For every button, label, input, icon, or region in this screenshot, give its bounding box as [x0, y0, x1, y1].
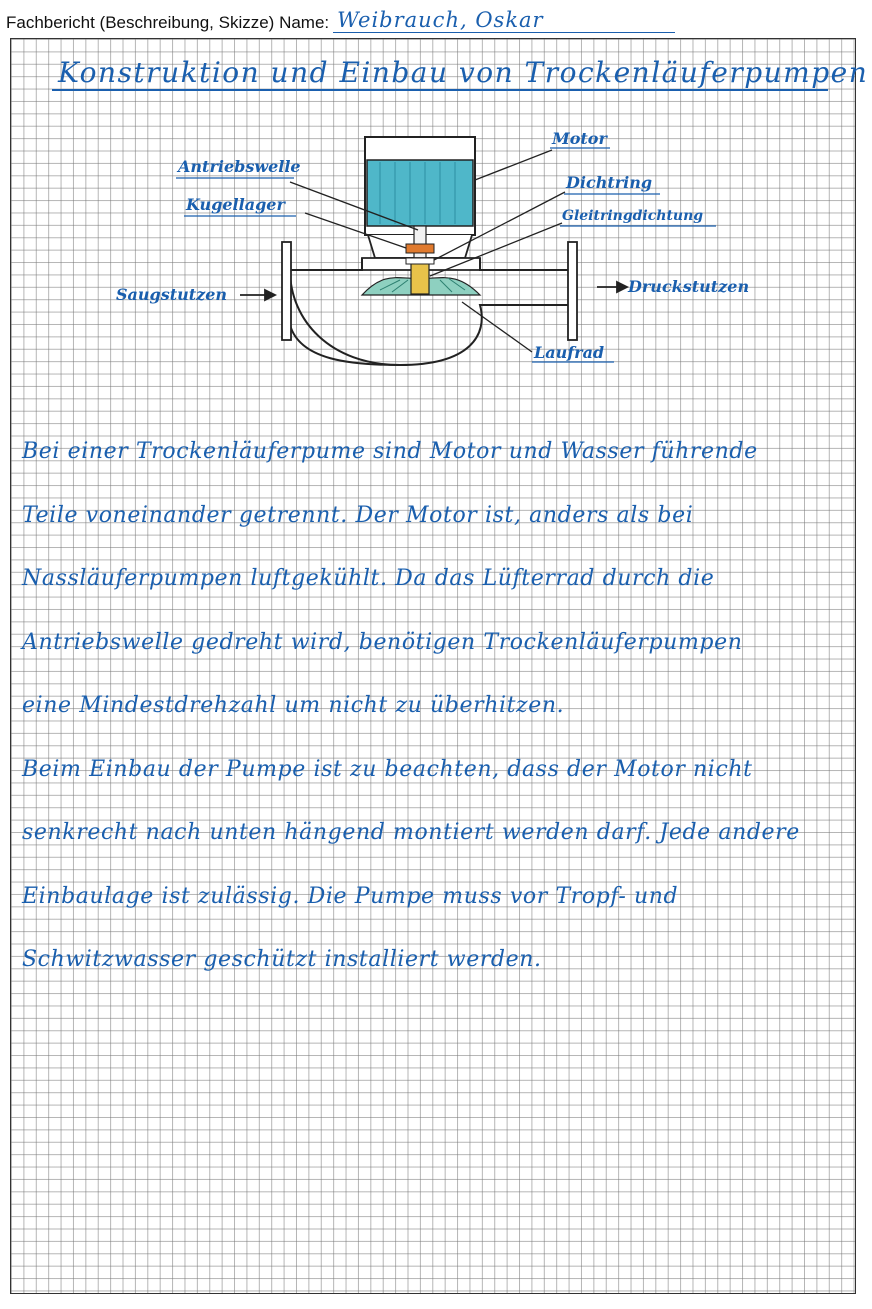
- text-line: senkrecht nach unten hängend montiert werden darf. Jede andere: [22, 820, 800, 845]
- ball-bearing: [406, 244, 434, 253]
- label-dichtring: Dichtring: [566, 173, 653, 192]
- suction-flange: [282, 242, 291, 340]
- text-line: Teile voneinander getrennt. Der Motor ist, anders als bei: [22, 502, 694, 528]
- student-name: Weibrauch, Oskar: [333, 8, 675, 33]
- pump-casing: [290, 258, 572, 365]
- text-line: eine Mindestdrehzahl um nicht zu überhitzen.: [22, 693, 565, 718]
- title-underline: [52, 89, 828, 91]
- text-line: Antriebswelle gedreht wird, benötigen Trockenläuferpumpen: [22, 629, 743, 655]
- header: [6, 7, 675, 33]
- label-gleitringdichtung: Gleitringdichtung: [562, 208, 704, 224]
- text-line: Einbaulage ist zulässig. Die Pumpe muss vor Tropf- und: [22, 883, 679, 909]
- text-line: Bei einer Trockenläuferpume sind Motor und Wasser führende: [22, 439, 758, 464]
- pressure-flange: [568, 242, 577, 340]
- label-motor: Motor: [552, 129, 607, 148]
- text-line: Nassläuferpumpen luftgekühlt. Da das Lüfterrad durch die: [22, 566, 715, 591]
- sealing-ring: [406, 258, 434, 264]
- text-line: Schwitzwasser geschützt installiert werden.: [22, 947, 542, 972]
- document-title: Konstruktion und Einbau von Trockenläuferpumpen: [58, 56, 869, 89]
- label-antriebswelle: Antriebswelle: [178, 157, 301, 176]
- header-label: Fachbericht (Beschreibung, Skizze) Name:: [6, 13, 330, 32]
- label-druckstutzen: Druckstutzen: [628, 277, 750, 296]
- label-saugstutzen: Saugstutzen: [116, 285, 228, 304]
- label-laufrad: Laufrad: [534, 343, 605, 362]
- text-line: Beim Einbau der Pumpe ist zu beachten, dass der Motor nicht: [22, 756, 753, 782]
- mechanical-seal: [411, 262, 429, 294]
- motor-body: [367, 160, 473, 226]
- pump-diagram: [100, 120, 760, 382]
- report-text: [22, 420, 842, 992]
- label-kugellager: Kugellager: [186, 195, 285, 214]
